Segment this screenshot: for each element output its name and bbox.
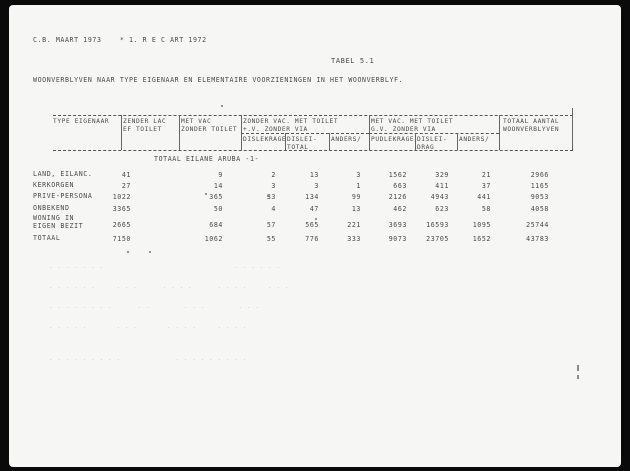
table-cell: 663	[393, 182, 407, 190]
subheader-f: ANDERS/	[459, 136, 490, 143]
scan-mark	[577, 365, 579, 371]
row-label: PRIVE-PERSONA	[33, 192, 93, 200]
table-cell: 37	[481, 182, 491, 190]
speck	[221, 105, 223, 107]
table-cell: 2126	[388, 193, 407, 201]
subheader-e: DISLEI- DRAG	[417, 136, 448, 151]
table-cell: 565	[305, 221, 319, 229]
bleed-through-text: . . . . . . . . . . . . . . . .	[49, 303, 260, 310]
subheader-c: ANDERS/	[331, 136, 362, 143]
col-header-own: ZENDER LAC EF TOILET	[123, 118, 167, 133]
table-cell: 3	[356, 171, 361, 179]
subheader-d: PUDLEKRAGE	[371, 136, 415, 143]
column-divider	[457, 133, 458, 150]
row-label: WONING IN EIGEN BEZIT	[33, 214, 84, 230]
table-cell: 13	[309, 171, 319, 179]
table-cell: 1	[356, 182, 361, 190]
table-cell: 462	[393, 205, 407, 213]
table-title: WOONVERBLYVEN NAAR TYPE EIGENAAR EN ELEMENTAIRE VOORZIENINGEN IN HET WOONVERBLYF.	[33, 76, 404, 84]
col-header-no-own: MET VAC ZONDER TOILET	[181, 118, 238, 133]
table-cell: 27	[121, 182, 131, 190]
column-divider	[179, 115, 180, 150]
table-cell: 1652	[472, 235, 491, 243]
col-header-with: MET VAC. MET TOILET G.V. ZONDER VIA	[371, 118, 454, 133]
table-cell: 13	[351, 205, 361, 213]
table-cell: 47	[309, 205, 319, 213]
table-cell: 58	[481, 205, 491, 213]
table-cell: 43783	[526, 235, 549, 243]
column-divider	[572, 108, 573, 150]
table-cell: 7150	[112, 235, 131, 243]
bleed-through-text: . . . . . . . . . . . . . . . .	[49, 323, 247, 330]
table-cell: 1062	[204, 235, 223, 243]
table-cell: 3693	[388, 221, 407, 229]
subheader-b: DISLEI- TOTAL	[287, 136, 318, 151]
column-divider	[329, 133, 330, 150]
col-header-type: TYPE EIGENAAR	[53, 118, 110, 125]
table-cell: 3	[271, 182, 276, 190]
subheader-rule	[369, 133, 499, 134]
table-cell: 329	[435, 171, 449, 179]
table-cell: 1095	[472, 221, 491, 229]
table-cell: 9053	[530, 193, 549, 201]
table-cell: 2966	[530, 171, 549, 179]
row-label: LAND, EILANC.	[33, 170, 93, 178]
table-cell: 134	[305, 193, 319, 201]
table-cell: 33	[266, 193, 276, 201]
column-divider	[499, 115, 500, 150]
table-cell: 23705	[426, 235, 449, 243]
table-cell: 776	[305, 235, 319, 243]
table-cell: 411	[435, 182, 449, 190]
table-cell: 50	[213, 205, 223, 213]
row-label: KERKORGEN	[33, 181, 75, 189]
document-page	[9, 5, 621, 467]
bleed-through-text: . . . . . . . . . . . . .	[49, 263, 281, 270]
table-cell: 1165	[530, 182, 549, 190]
table-number: TABEL 5.1	[331, 57, 375, 65]
table-cell: 14	[213, 182, 223, 190]
table-cell: 365	[209, 193, 223, 201]
document-header: C.B. MAART 1973 * 1. R E C ART 1972	[33, 36, 207, 44]
table-cell: 1562	[388, 171, 407, 179]
table-cell: 4	[271, 205, 276, 213]
table-cell: 41	[121, 171, 131, 179]
table-top-rule	[53, 115, 573, 116]
column-divider	[415, 133, 416, 150]
table-cell: 9073	[388, 235, 407, 243]
table-cell: 1022	[112, 193, 131, 201]
table-cell: 441	[477, 193, 491, 201]
row-label: ONBEKEND	[33, 204, 70, 212]
scan-mark	[577, 375, 579, 379]
table-cell: 25744	[526, 221, 549, 229]
col-header-shared: ZONDER VAC. MET TOILET +.V. ZONDER VIA	[243, 118, 339, 133]
speck	[127, 251, 129, 253]
bleed-through-text: . . . . . . . . . . . . . . . . . .	[49, 355, 247, 362]
table-cell: 9	[218, 171, 223, 179]
table-cell: 2	[271, 171, 276, 179]
row-label: TOTAAL	[33, 234, 61, 242]
table-cell: 2665	[112, 221, 131, 229]
table-cell: 221	[347, 221, 361, 229]
table-cell: 3	[314, 182, 319, 190]
speck	[149, 251, 151, 253]
table-cell: 55	[266, 235, 276, 243]
column-divider	[121, 115, 122, 150]
speck	[205, 193, 207, 195]
table-cell: 684	[209, 221, 223, 229]
table-cell: 3365	[112, 205, 131, 213]
table-cell: 623	[435, 205, 449, 213]
table-cell: 21	[481, 171, 491, 179]
subheader-a: DISLEKRAGE	[243, 136, 287, 143]
speck	[315, 218, 317, 220]
table-cell: 333	[347, 235, 361, 243]
table-cell: 4943	[430, 193, 449, 201]
subheader-rule	[241, 133, 369, 134]
col-header-total: TOTAAL AANTAL WOONVERBLYVEN	[503, 118, 560, 133]
bleed-through-text: . . . . . . . . . . . . . . . . . . . .	[49, 283, 290, 290]
table-cell: 16593	[426, 221, 449, 229]
table-cell: 99	[351, 193, 361, 201]
table-cell: 4058	[530, 205, 549, 213]
table-cell: 57	[266, 221, 276, 229]
section-label: TOTAAL EILANE ARUBA -1-	[154, 155, 260, 163]
